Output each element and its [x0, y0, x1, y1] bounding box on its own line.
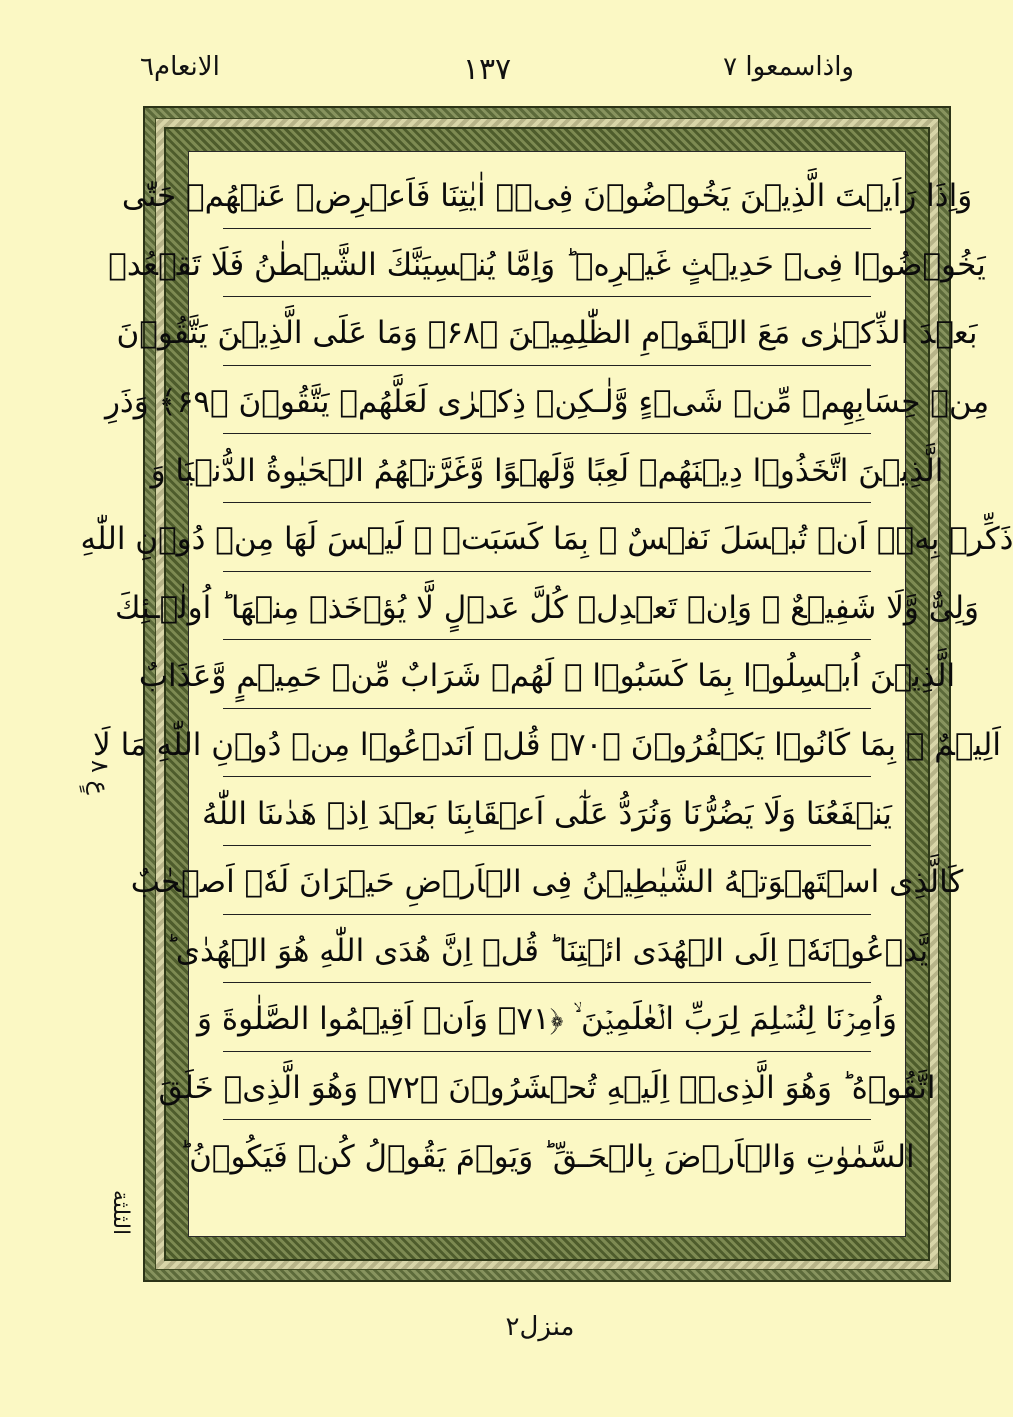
surah-name: الانعام٦ [140, 52, 220, 82]
verse-line-4: مِنۡ حِسَابِهِمۡ مِّنۡ شَىۡءٍ وَّلٰـكِنۡ ذِكۡرٰى لَعَلَّهُمۡ يَتَّقُوۡنَ ﴿۶۹﴾ وَذَرِ [223, 366, 871, 435]
verse-line-8: الَّذِيۡنَ اُبۡسِلُوۡا بِمَا كَسَبُوۡا‌ ۚ لَهُمۡ شَرَابٌ مِّنۡ حَمِيۡمٍ وَّعَذَابٌ [223, 640, 871, 709]
verse-line-2: يَخُوۡضُوۡا فِىۡ حَدِيۡثٍ غَيۡرِهٖ‌ ؕ وَاِمَّا يُنۡسِيَنَّكَ الشَّيۡطٰنُ فَلَا تَقۡعُدۡ [223, 229, 871, 298]
page-number: ١٣٧ [462, 52, 512, 87]
margin-note: الثلثة [108, 1190, 133, 1236]
verse-line-1: وَاِذَا رَاَيۡتَ الَّذِيۡنَ يَخُوۡضُوۡنَ فِىۡۤ اٰيٰتِنَا فَاَعۡرِضۡ عَنۡهُمۡ حَتّٰى [223, 160, 871, 229]
verse-line-11: كَالَّذِى اسۡتَهۡوَتۡهُ الشَّيٰطِيۡنُ فِى الۡاَرۡضِ حَيۡرَانَ لَهٗۤ اَصۡحٰبٌ [223, 846, 871, 915]
verse-line-3: بَعۡدَ الذِّكۡرٰى مَعَ الۡقَوۡمِ الظّٰلِمِيۡنَ ﴿۶۸﴾ وَمَا عَلَى الَّذِيۡنَ يَتَّقُوۡنَ [223, 297, 871, 366]
verse-line-13: وَاُمِرۡنَا لِنُسۡلِمَ لِرَبِّ الۡعٰلَمِيۡنَ ۙ ﴿۷۱﴾ وَاَنۡ اَقِيۡمُوا الصَّلٰوةَ وَ [223, 983, 871, 1052]
verse-line-5: الَّذِيۡنَ اتَّخَذُوۡا دِيۡنَهُمۡ لَعِبًا وَّلَهۡوًا وَّغَرَّتۡهُمُ الۡحَيٰوةُ الدُّنۡيَا وَ [223, 434, 871, 503]
verse-line-9: اَلِيۡمٌ ۢ بِمَا كَانُوۡا يَكۡفُرُوۡنَ ﴿۷۰﴾ قُلۡ اَنَدۡعُوۡا مِنۡ دُوۡنِ اللّٰهِ مَا لَا [223, 709, 871, 778]
manzil-footer: منزل٢ [505, 1312, 575, 1342]
page-header [0, 52, 974, 102]
ruku-marker: عٍ ٨ [86, 760, 114, 795]
verse-line-15: السَّمٰوٰتِ وَالۡاَرۡضَ بِالۡحَـقِّ‌ ؕ وَيَوۡمَ يَقُوۡلُ كُنۡ فَيَكُوۡنُ ؕ [179, 1139, 915, 1176]
para-name: واذاسمعوا ٧ [723, 52, 854, 82]
verse-line-14: اتَّقُوۡهُ‌ ؕ وَهُوَ الَّذِىۡۤ اِلَيۡهِ تُحۡشَرُوۡنَ ﴿۷۲﴾ وَهُوَ الَّذِىۡ خَلَقَ [223, 1052, 871, 1121]
verse-line-10: يَنۡفَعُنَا وَلَا يَضُرُّنَا وَنُرَدُّ عَلٰٓى اَعۡقَابِنَا بَعۡدَ اِذۡ هَدٰٮنَا اللّٰهُ [223, 777, 871, 846]
verse-line-6: ذَكِّرۡ بِهٖۤ اَنۡ تُبۡسَلَ نَفۡسٌ ۢ بِمَا كَسَبَتۡ ‌ۖ لَيۡسَ لَهَا مِنۡ دُوۡنِ اللّٰهِ [223, 503, 871, 572]
verse-line-12: يَّدۡعُوۡنَهٗۤ اِلَى الۡهُدَى ائۡتِنَا ‌ؕ قُلۡ اِنَّ هُدَى اللّٰهِ هُوَ الۡهُدٰى‌ ؕ [223, 915, 871, 984]
verse-line-7: وَلِىٌّ وَّلَا شَفِيۡعٌ‌ ۚ وَاِنۡ تَعۡدِلۡ كُلَّ عَدۡلٍ لَّا يُؤۡخَذۡ مِنۡهَا ؕ اُولٰۤـئِكَ [223, 572, 871, 641]
